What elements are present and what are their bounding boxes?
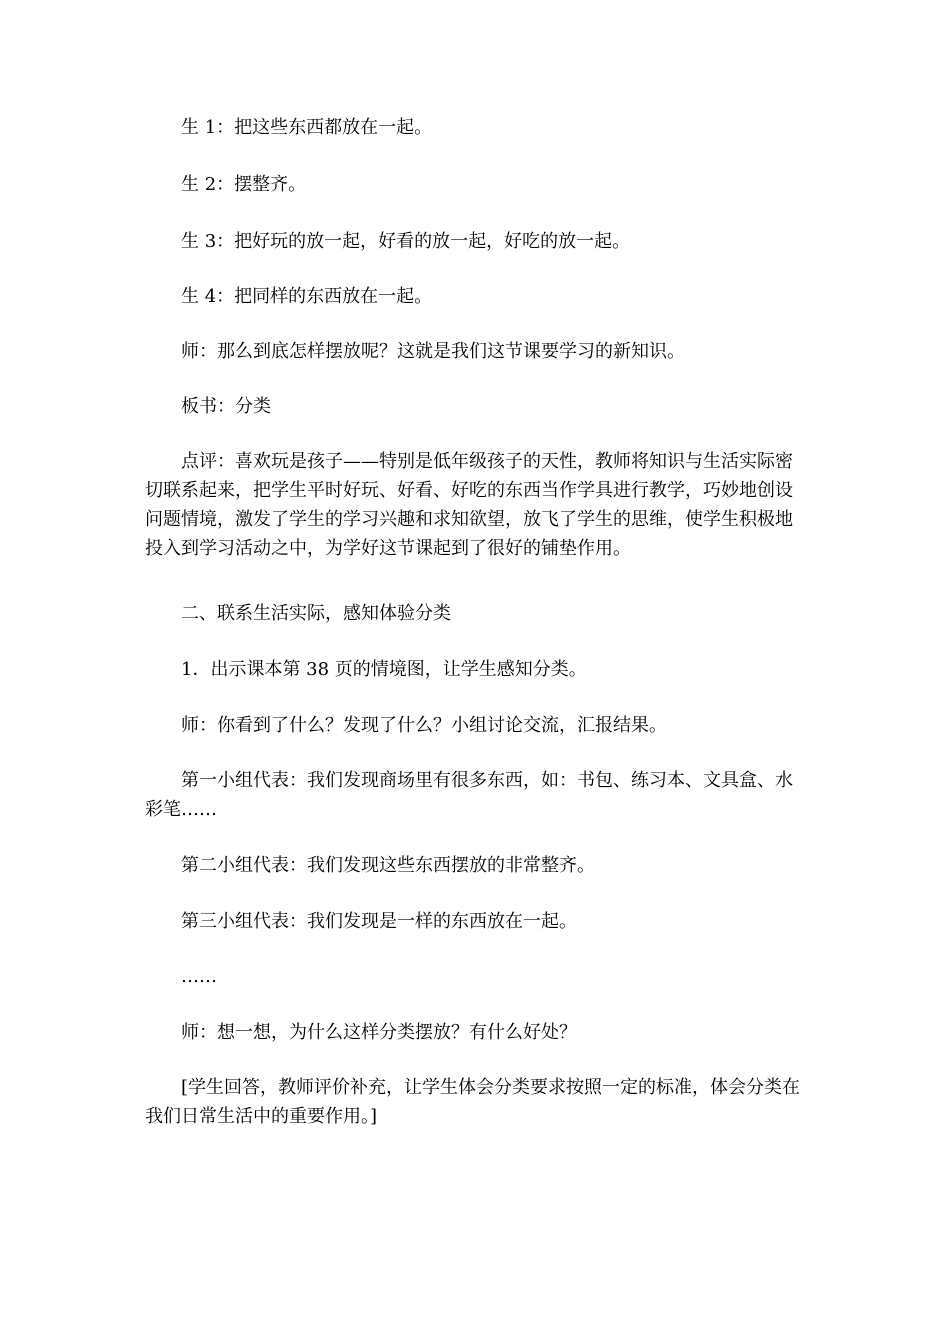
paragraph-student-2: 生 2：摆整齐。	[181, 174, 307, 195]
paragraph-group-3: 第三小组代表：我们发现是一样的东西放在一起。	[181, 911, 577, 932]
paragraph-teacher-think: 师：想一想，为什么这样分类摆放？有什么好处？	[181, 1022, 577, 1043]
paragraph-step-1: 1．出示课本第 38 页的情境图，让学生感知分类。	[181, 659, 587, 680]
paragraph-teacher-prompt: 师：你看到了什么？发现了什么？小组讨论交流，汇报结果。	[181, 715, 667, 736]
paragraph-ellipsis: ……	[181, 966, 217, 987]
paragraph-student-1: 生 1：把这些东西都放在一起。	[181, 117, 433, 138]
paragraph-group-2: 第二小组代表：我们发现这些东西摆放的非常整齐。	[181, 855, 595, 876]
section-heading: 二、联系生活实际，感知体验分类	[181, 603, 451, 624]
paragraph-commentary: 点评：喜欢玩是孩子——特别是低年级孩子的天性，教师将知识与生活实际密切联系起来，把学生平时好玩、好看、好吃的东西当作学具进行教学，巧妙地创设问题情境，激发了学生的学习兴趣和求知欲望，放飞了学生的思维，使学生积极地投入到学习活动之中，为学好这节课起到了很好的铺垫作用。	[145, 451, 793, 559]
paragraph-group-1: 第一小组代表：我们发现商场里有很多东西，如：书包、练习本、文具盒、水彩笔……	[145, 770, 793, 820]
paragraph-blackboard: 板书：分类	[181, 396, 271, 417]
paragraph-student-4: 生 4：把同样的东西放在一起。	[181, 286, 433, 307]
paragraph-teacher-question: 师：那么到底怎样摆放呢？这就是我们这节课要学习的新知识。	[181, 341, 685, 362]
paragraph-student-3: 生 3：把好玩的放一起，好看的放一起，好吃的放一起。	[181, 231, 631, 252]
paragraph-note: [学生回答，教师评价补充，让学生体会分类要求按照一定的标准，体会分类在我们日常生活中的重要作用。]	[145, 1077, 801, 1127]
